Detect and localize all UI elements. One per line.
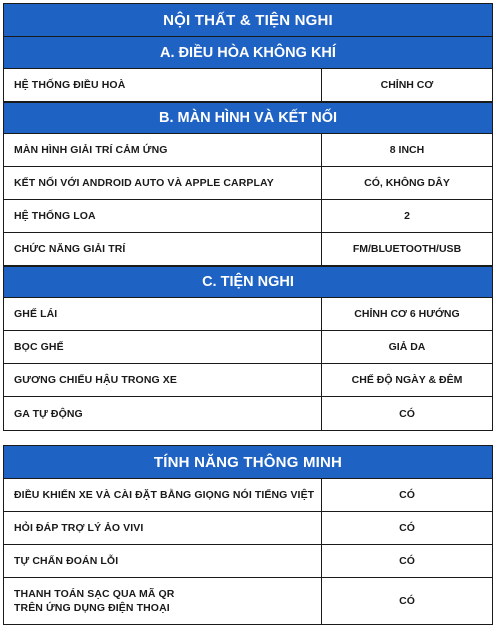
row-label: HỆ THỐNG ĐIỀU HOÀ (4, 69, 322, 101)
table-row (4, 233, 492, 266)
group-title-amenities: C. TIỆN NGHI (4, 266, 492, 298)
table-row (4, 512, 492, 545)
row-label: CHỨC NĂNG GIẢI TRÍ (4, 233, 322, 265)
smart-features-table (3, 445, 493, 625)
table-row (4, 479, 492, 512)
row-value: CHỈNH CƠ 6 HƯỚNG (354, 308, 460, 320)
row-label: MÀN HÌNH GIẢI TRÍ CẢM ỨNG (4, 134, 322, 166)
table-row (4, 578, 492, 624)
row-value: CHẾ ĐỘ NGÀY & ĐÊM (351, 374, 463, 386)
table-row (4, 397, 492, 430)
row-label: GHẾ LÁI (4, 298, 322, 330)
row-value: CÓ (399, 522, 415, 534)
section-title: NỘI THẤT & TIỆN NGHI (4, 4, 492, 37)
row-value: CHỈNH CƠ (380, 79, 434, 91)
group-title-air-conditioning: A. ĐIỀU HÒA KHÔNG KHÍ (4, 37, 492, 69)
row-label: GA TỰ ĐỘNG (4, 397, 322, 430)
table-row (4, 298, 492, 331)
row-label (4, 578, 322, 624)
row-label: HỆ THỐNG LOA (4, 200, 322, 232)
row-value: CÓ (399, 595, 415, 607)
row-value: CÓ (399, 555, 415, 567)
row-label: BỌC GHẾ (4, 331, 322, 363)
table-row (4, 69, 492, 102)
row-label-line: TRÊN ỨNG DỤNG ĐIỆN THOẠI (14, 602, 170, 614)
row-label-line: THANH TOÁN SẠC QUA MÃ QR (14, 588, 175, 600)
row-value: 8 INCH (389, 144, 425, 156)
row-label: KẾT NỐI VỚI ANDROID AUTO VÀ APPLE CARPLAY (4, 167, 322, 199)
interior-spec-table (3, 3, 493, 431)
row-label: ĐIỀU KHIỂN XE VÀ CÀI ĐẶT BẰNG GIỌNG NÓI TIẾNG VIỆT (4, 479, 322, 511)
section-title: TÍNH NĂNG THÔNG MINH (4, 446, 492, 479)
row-value: GIẢ DA (388, 341, 426, 353)
table-row (4, 167, 492, 200)
table-row (4, 134, 492, 167)
row-value: CÓ (399, 407, 415, 420)
row-value: CÓ (399, 489, 415, 501)
group-title-screen-connectivity: B. MÀN HÌNH VÀ KẾT NỐI (4, 102, 492, 134)
table-row (4, 364, 492, 397)
row-value: FM/BLUETOOTH/USB (352, 243, 462, 255)
table-row (4, 200, 492, 233)
row-label: HỎI ĐÁP TRỢ LÝ ẢO VIVI (4, 512, 322, 544)
row-label: GƯƠNG CHIẾU HẬU TRONG XE (4, 364, 322, 396)
table-row (4, 331, 492, 364)
row-value: CÓ, KHÔNG DÂY (364, 177, 450, 189)
table-row (4, 545, 492, 578)
row-value: 2 (404, 210, 410, 222)
row-label: TỰ CHẨN ĐOÁN LỖI (4, 545, 322, 577)
